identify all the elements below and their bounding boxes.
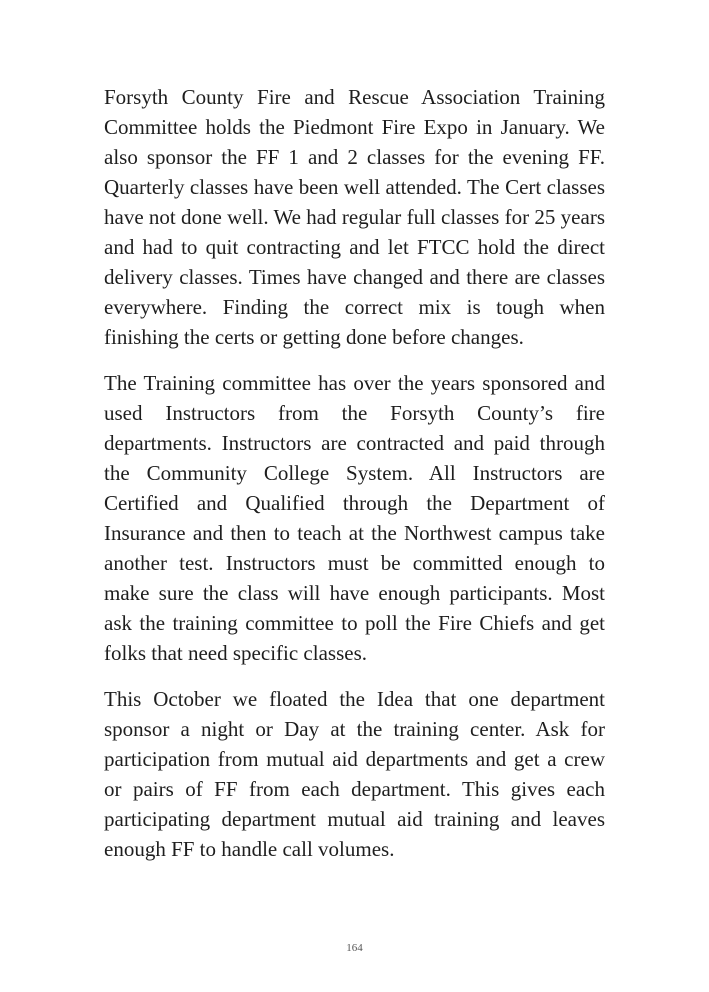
document-body [104,82,605,880]
page-number: 164 [346,942,363,954]
paragraph-october: This October we floated the Idea that one department sponsor a night or Day at the training center. Ask for participation from mutual aid departments and get a crew or pairs of FF from each department. This gives each participating department mutual aid training and leaves enough FF to handle call volumes. [104,687,605,861]
paragraph-expo: Forsyth County Fire and Rescue Association Training Committee holds the Piedmont Fire Expo in January. We also sponsor the FF 1 and 2 classes for the evening FF. Quarterly classes have been well attended. The Cert classes have not done well. We had regular full classes for 25 years and had to quit contracting and let FTCC hold the direct delivery classes. Times have changed and there are classes everywhere. Finding the correct mix is tough when finishing the certs or getting done before changes. [104,85,605,349]
paragraph-instructors: The Training committee has over the years sponsored and used Instructors from the Forsyth County’s fire departments. Instructors are contracted and paid through the Community College System. All Instructors are Certified and Qualified through the Department of Insurance and then to teach at the Northwest campus take another test. Instructors must be committed enough to make sure the class will have enough participants. Most ask the training committee to poll the Fire Chiefs and get folks that need specific classes. [104,371,605,665]
